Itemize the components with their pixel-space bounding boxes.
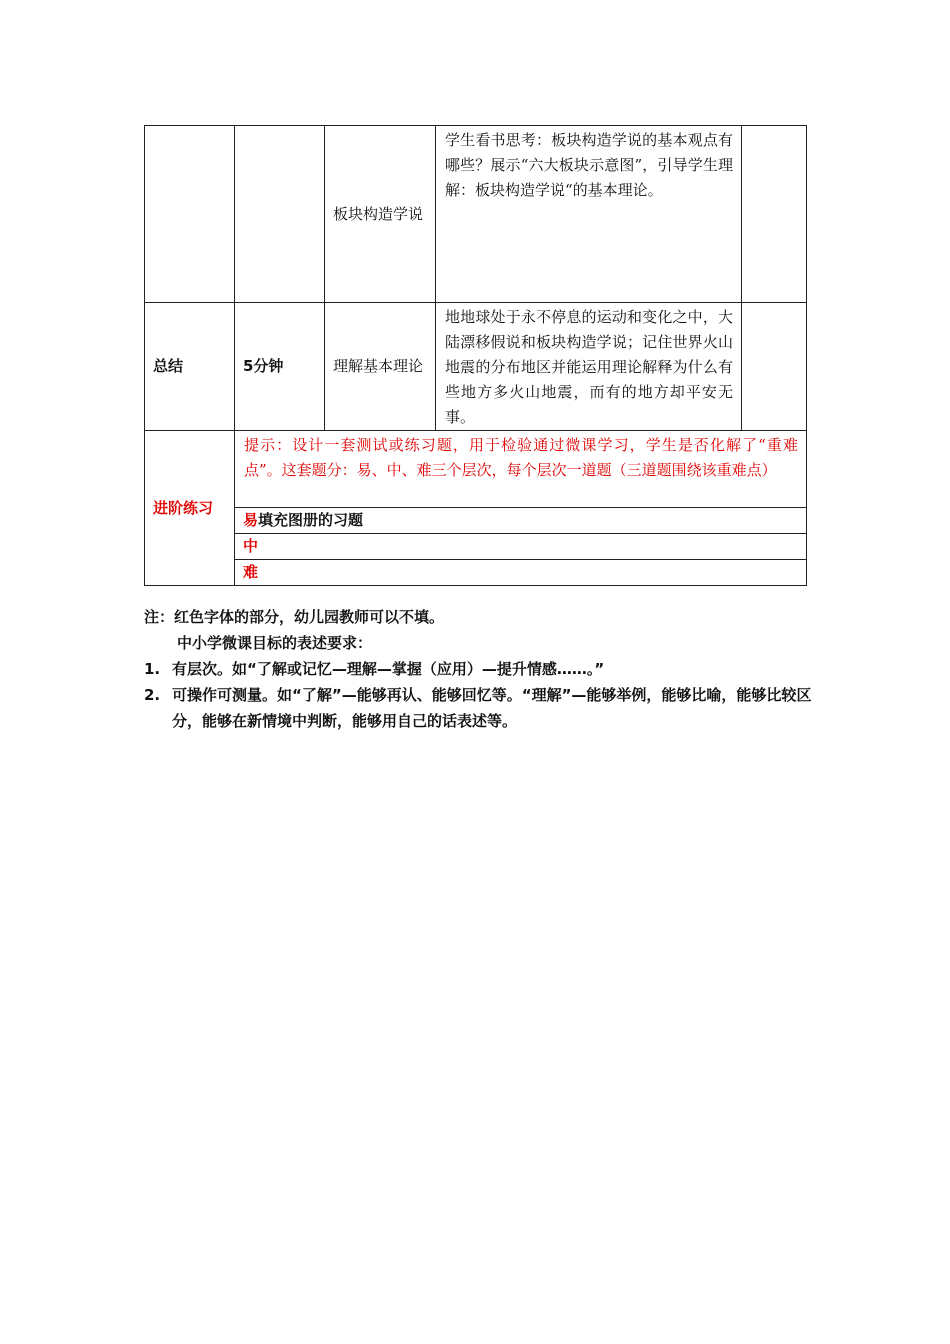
stage-cell bbox=[145, 303, 235, 431]
list-number: 1. bbox=[144, 660, 161, 678]
table-row bbox=[145, 534, 807, 560]
activity-text: 学生看书思考：板块构造学说的基本观点有哪些？展示“六大板块示意图”，引导学生理解：板块构造学说“的基本理论。 bbox=[445, 131, 733, 199]
activity-text: 地地球处于永不停息的运动和变化之中，大陆漂移假说和板块构造学说；记住世界火山地震的分布地区并能运用理论解释为什么有些地方多火山地震，而有的地方却平安无事。 bbox=[445, 308, 733, 426]
easy-cell bbox=[235, 508, 807, 534]
note-cell bbox=[742, 303, 807, 431]
list-text: 可操作可测量。如“了解”—能够再认、能够回忆等。“理解”—能够举例，能够比喻，能够比较区分，能够在新情境中判断，能够用自己的话表述等。 bbox=[172, 686, 812, 730]
topic-text: 板块构造学说 bbox=[333, 204, 424, 223]
stage-text: 总结 bbox=[153, 357, 184, 375]
time-cell bbox=[235, 303, 325, 431]
practice-stage-text: 进阶练习 bbox=[153, 498, 214, 517]
hard-label: 难 bbox=[243, 563, 259, 581]
time-text: 5分钟 bbox=[243, 357, 284, 375]
list-text: 有层次。如“了解或记忆—理解—掌握（应用）—提升情感……。” bbox=[172, 660, 605, 678]
practice-hint-cell bbox=[235, 431, 807, 508]
topic-cell bbox=[325, 126, 436, 303]
table-row bbox=[145, 560, 807, 586]
table-row bbox=[145, 303, 807, 431]
note-subtitle: 中小学微课目标的表述要求： bbox=[177, 634, 373, 652]
stage-cell bbox=[145, 126, 235, 303]
hard-cell bbox=[235, 560, 807, 586]
activity-cell bbox=[436, 303, 742, 431]
notes-section bbox=[144, 604, 814, 734]
table-row bbox=[145, 431, 807, 508]
table-row bbox=[145, 126, 807, 303]
practice-stage-cell bbox=[145, 431, 235, 586]
note-cell bbox=[742, 126, 807, 303]
topic-cell bbox=[325, 303, 436, 431]
practice-hint-text: 提示：设计一套测试或练习题，用于检验通过微课学习，学生是否化解了“重难点”。这套题分：易、中、难三个层次，每个层次一道题（三道题围绕该重难点） bbox=[244, 436, 798, 479]
table-row bbox=[145, 508, 807, 534]
activity-cell bbox=[436, 126, 742, 303]
easy-label: 易 bbox=[243, 511, 259, 529]
topic-text: 理解基本理论 bbox=[333, 357, 424, 375]
list-item bbox=[144, 682, 814, 734]
list-number: 2. bbox=[144, 686, 161, 704]
note-line: 注：红色字体的部分，幼儿园教师可以不填。 bbox=[144, 608, 445, 626]
list-item bbox=[144, 656, 814, 682]
medium-label: 中 bbox=[243, 537, 259, 555]
time-cell bbox=[235, 126, 325, 303]
medium-cell bbox=[235, 534, 807, 560]
easy-text: 填充图册的习题 bbox=[258, 511, 364, 529]
lesson-table bbox=[144, 125, 807, 586]
